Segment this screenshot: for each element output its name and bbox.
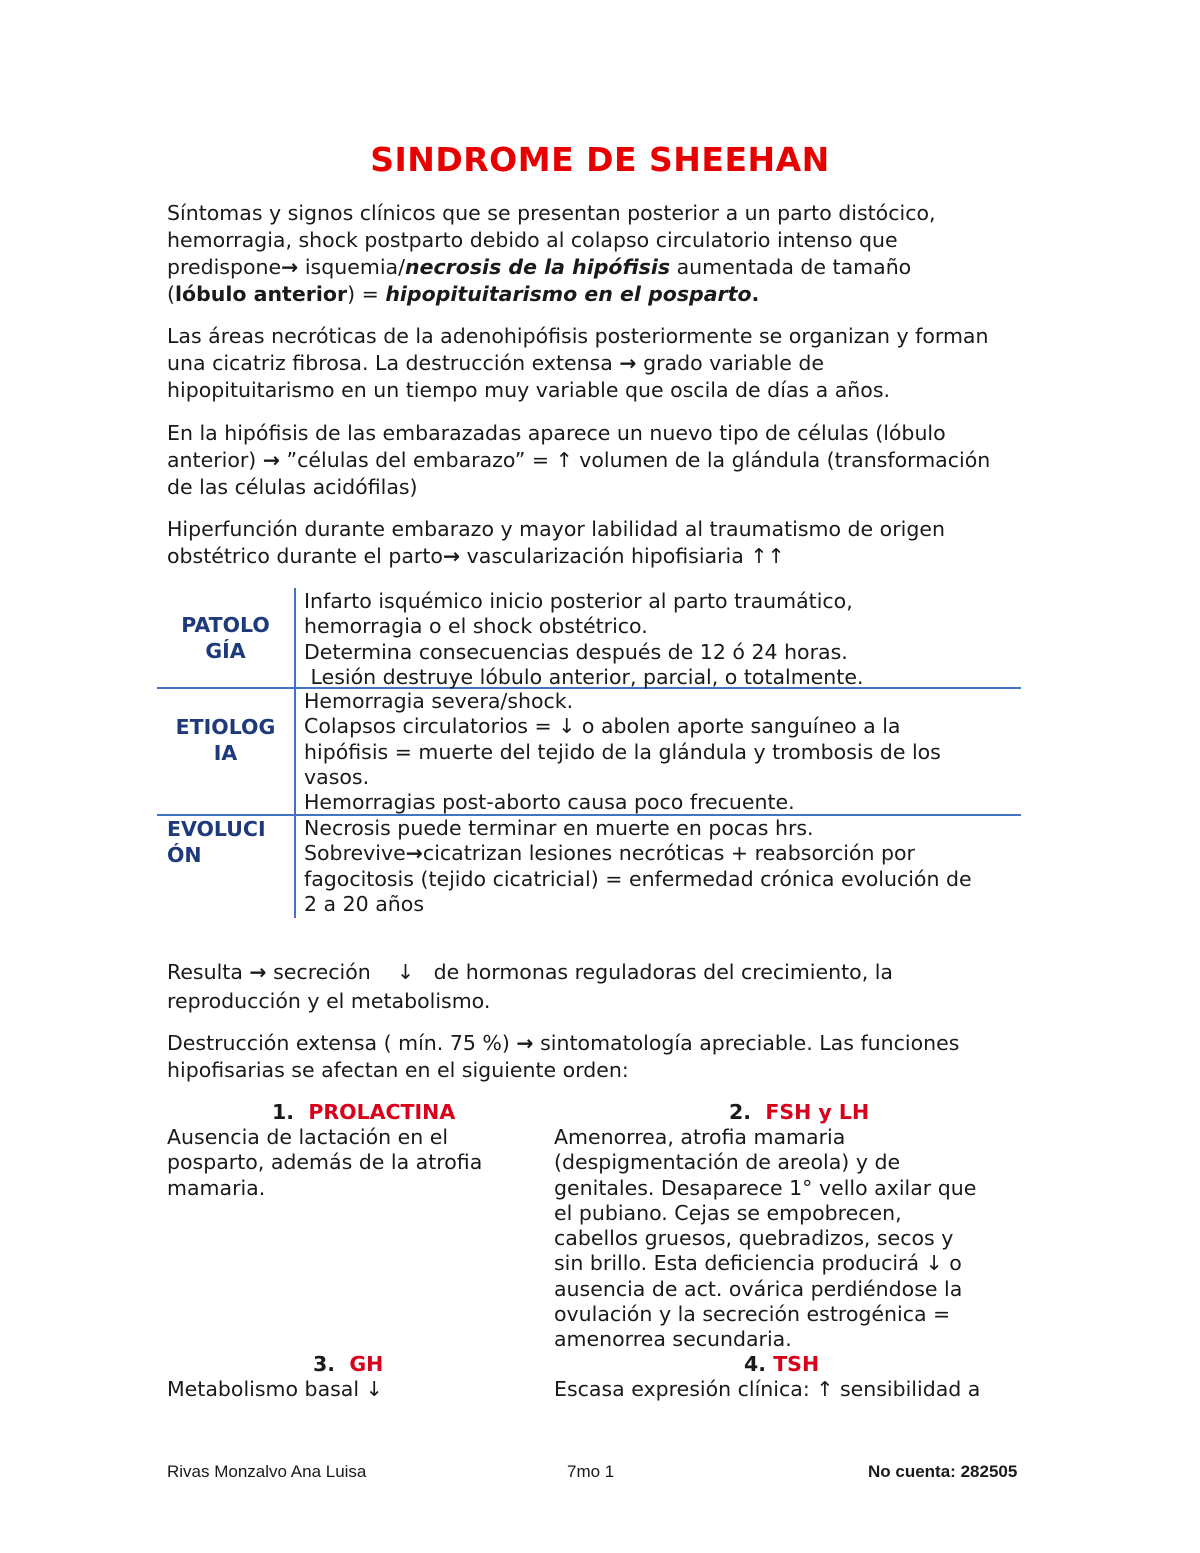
paragraph-line [167,959,1047,986]
arrow-icon: → [516,1031,534,1055]
row-label-patologia [157,612,294,664]
intro-line-3 [167,254,1047,281]
document-title: SINDROME DE SHEEHAN [370,140,830,179]
cell-line: Hemorragias post-aborto causa poco frecuente. [304,790,795,815]
cell-etiologia [304,689,1014,815]
row-label-etiologia [157,714,294,766]
cell-line: Lesión destruye lóbulo anterior, parcial, o totalmente. [304,664,864,689]
cell-line: Colapsos circulatorios = ↓ o abolen aporte sanguíneo a la [304,714,901,739]
label-part: EVOLUCI [167,817,266,841]
hormone-title-fsh-lh [729,1100,869,1124]
desc-line: Escasa expresión clínica: ↑ sensibilidad a [554,1377,981,1401]
text: vascularización hipofisiaria ↑↑ [460,544,785,568]
hormone-number: 1. [272,1100,295,1124]
text: obstétrico durante el parto [167,544,443,568]
label-part: ETIOLOG [175,715,276,739]
table-vertical-divider [294,588,296,918]
cell-evolucion [304,816,1014,917]
footer-account [868,1462,1017,1482]
desc-line: amenorrea secundaria. [554,1327,792,1352]
hormone-name: GH [349,1352,384,1376]
footer-author: Rivas Monzalvo Ana Luisa [167,1462,367,1481]
paragraph-line [167,1030,1047,1057]
cell-line: Determina consecuencias después de 12 ó 24 horas. [304,639,848,664]
pathology-table [157,588,1021,918]
label-part: PATOLO [181,613,270,637]
hormone-name: FSH y LH [765,1100,870,1124]
hormone-name: TSH [773,1352,820,1376]
arrow-icon: → [249,960,267,984]
hormone-desc-tsh [554,1377,1024,1402]
row-label-evolucion [157,816,304,868]
paragraph-line: de las células acidófilas) [167,475,418,499]
hormone-title-tsh [744,1352,819,1376]
text: . [751,282,760,306]
text: Resulta [167,960,250,984]
bold-text: lóbulo anterior [175,282,348,306]
intro-line-4 [167,281,1047,308]
footer-group: 7mo 1 [567,1462,615,1481]
text: cicatrizan lesiones necróticas + reabsorción por [422,841,915,866]
paragraph-necrotic-areas [167,323,1047,404]
desc-line: (despigmentación de areola) y de [554,1150,901,1175]
cell-line: Infarto isquémico inicio posterior al parto traumático, [304,589,853,613]
desc-line: sin brillo. Esta deficiencia producirá ↓ o [554,1251,962,1276]
desc-line: mamaria. [167,1175,266,1200]
paragraph-line: Hiperfunción durante embarazo y mayor labilidad al traumatismo de origen [167,517,945,541]
account-label: No cuenta: [868,1462,956,1481]
desc-line: genitales. Desaparece 1° vello axilar que [554,1175,977,1200]
hormone-number: 3. [313,1352,336,1376]
desc-line: ausencia de act. ovárica perdiéndose la [554,1276,963,1301]
label-part: IA [213,741,238,765]
desc-line: Ausencia de lactación en el [167,1125,449,1149]
intro-line-2: hemorragia, shock postparto debido al colapso circulatorio intenso que [167,228,898,252]
text: Destrucción extensa ( mín. 75 %) [167,1031,517,1055]
cell-line: 2 a 20 años [304,891,425,916]
text: una cicatriz fibrosa. La destrucción extensa [167,351,620,375]
paragraph-line [167,447,1047,474]
hormone-title-prolactina [272,1100,455,1124]
emphasis-text: necrosis de la hipófisis [405,255,671,279]
arrow-icon: → [281,255,299,279]
paragraph-line: reproducción y el metabolismo. [167,989,491,1013]
emphasis-text: hipopituitarismo en el posparto [385,282,752,306]
account-number: 282505 [960,1462,1018,1481]
paragraph-line: Las áreas necróticas de la adenohipófisis posteriormente se organizan y forman [167,324,989,348]
label-part: GÍA [205,639,246,663]
cell-patologia [304,589,1014,690]
text: aumentada de tamaño [670,255,912,279]
paragraph-result [167,959,1047,1015]
paragraph-line: En la hipófisis de las embarazadas aparece un nuevo tipo de células (lóbulo [167,421,946,445]
paragraph-extensive-destruction [167,1030,1047,1084]
text: isquemia/ [298,255,405,279]
intro-line-1: Síntomas y signos clínicos que se presentan posterior a un parto distócico, [167,201,936,225]
text: grado variable de [636,351,824,375]
label-part: ÓN [167,843,202,867]
hormone-number: 2. [729,1100,752,1124]
desc-line: posparto, además de la atrofia [167,1150,483,1175]
hormone-number: 4. [744,1352,767,1376]
paragraph-line: hipofisarias se afectan en el siguiente orden: [167,1058,629,1082]
paragraph-line [167,350,1047,377]
text: ( [167,282,175,306]
cell-line: Hemorragia severa/shock. [304,689,574,713]
text: secreción ↓ de hormonas reguladoras del crecimiento, la [266,960,893,984]
text: Sobrevive [304,841,406,866]
hormone-desc-fsh-lh [554,1125,1024,1353]
text: ”células del embarazo” = ↑ volumen de la glándula (transformación [280,448,991,472]
text: predispone [167,255,282,279]
paragraph-pregnancy-cells [167,420,1047,501]
arrow-icon: → [405,841,423,866]
arrow-icon: → [262,448,281,472]
text: anterior) [167,448,263,472]
desc-line: Metabolismo basal ↓ [167,1377,383,1401]
hormone-desc-gh [167,1377,527,1402]
arrow-icon: → [442,544,461,568]
hormone-name: PROLACTINA [308,1100,456,1124]
cell-line: vasos. [304,764,370,789]
desc-line: el pubiano. Cejas se empobrecen, [554,1200,902,1225]
paragraph-hyperfunction [167,516,1047,570]
cell-line: hipófisis = muerte del tejido de la glándula y trombosis de los [304,739,941,764]
cell-line [304,841,1014,866]
hormone-desc-prolactina [167,1125,527,1201]
text: ) = [347,282,386,306]
arrow-icon: → [619,351,637,375]
hormone-title-gh [313,1352,383,1376]
intro-paragraph [167,200,1047,308]
desc-line: Amenorrea, atrofia mamaria [554,1125,846,1149]
cell-line: fagocitosis (tejido cicatricial) = enfermedad crónica evolución de [304,866,972,891]
paragraph-line: hipopituitarismo en un tiempo muy variable que oscila de días a años. [167,378,891,402]
paragraph-line [167,543,1047,570]
desc-line: cabellos gruesos, quebradizos, secos y [554,1226,954,1251]
text: sintomatología apreciable. Las funciones [533,1031,960,1055]
cell-line: Necrosis puede terminar en muerte en pocas hrs. [304,816,814,840]
desc-line: ovulación y la secreción estrogénica = [554,1302,951,1327]
cell-line: hemorragia o el shock obstétrico. [304,614,648,639]
